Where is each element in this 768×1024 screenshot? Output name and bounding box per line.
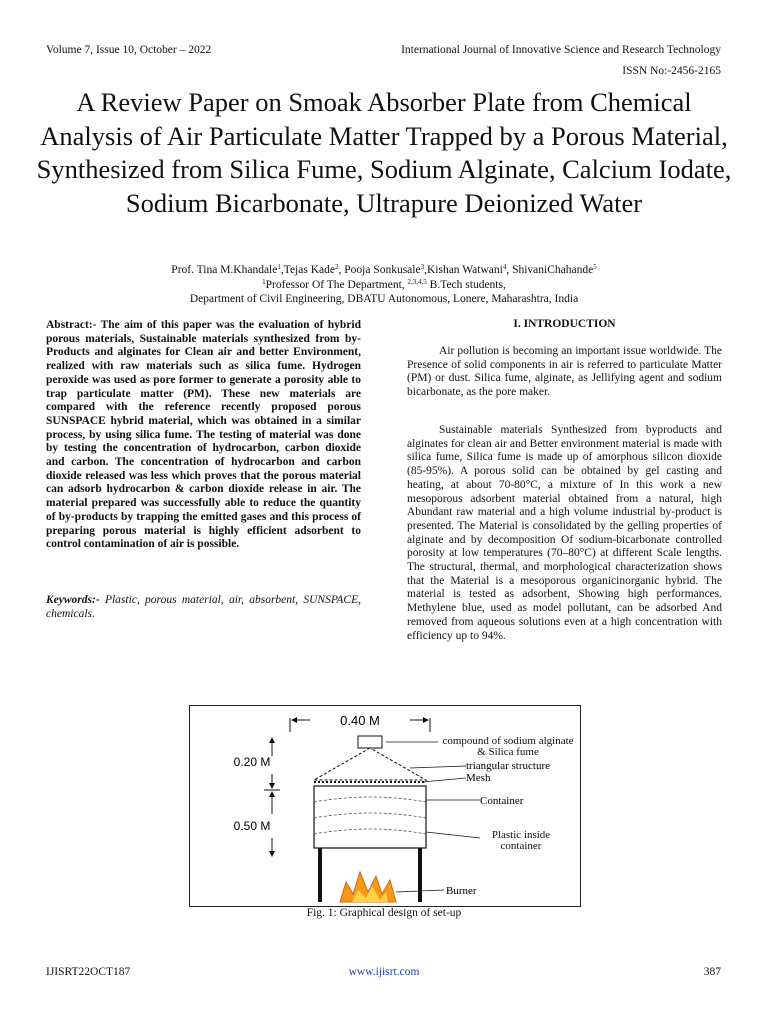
affiliation-1: Professor Of The Department,: [265, 279, 408, 291]
figure-caption: Fig. 1: Graphical design of set-up: [306, 907, 462, 919]
footer-page-number: 387: [703, 966, 721, 978]
section-heading-introduction: I. INTRODUCTION: [513, 318, 616, 330]
author-4: ,Kishan Watwani: [424, 264, 503, 276]
label-burner: Burner: [446, 885, 477, 897]
header-journal: International Journal of Innovative Science and Research Technology: [401, 44, 721, 56]
footer-code: IJISRT22OCT187: [46, 966, 131, 978]
header-volume: Volume 7, Issue 10, October – 2022: [46, 44, 212, 56]
author-5-sup: 5: [593, 263, 597, 271]
triangular-structure: [314, 748, 426, 780]
leader-mesh: [422, 778, 466, 782]
intro-paragraph-2: Sustainable materials Synthesized from byproducts and alginates for clean air and Better environment material is made with silica fume, Silica fume is made up of amorphous silicon dioxide (85-95%). A porous solid can be obtained by gel casting and heating, at about 70-80°C, a mixture of In this work a new mesoporous adsorbent material obtained from a natural, high Abundant raw material and a high volume industrial by-product is presented. The Material is consolidated by the gelling properties of alginate and by decomposition Of sodium-bicarbonate controlled porosity at low temperatures (70–80°C) at different Scale lengths. The structural, thermal, and morphological characterization shows that the Material is a mesoporous organicinorganic hybrid. The material is tested as adsorbent, Showing high performances. Methylene blue, used as model pollutant, can be adsorbed And removed from aqueous solutions even at a high concentration with efficiency up to 94%.: [407, 424, 722, 642]
affiliation-2: B.Tech students,: [426, 279, 506, 291]
footer-url[interactable]: www.ijisrt.com: [348, 966, 420, 978]
affiliation-line: [30, 278, 738, 293]
dim-bottom-label: 0.50 M: [233, 819, 271, 833]
label-compound: compound of sodium alginate & Silica fume: [442, 736, 574, 758]
intro-paragraph-1: Air pollution is becoming an important issue worldwide. The Presence of solid components in air is referred to particulate Matter (PM) or dust. Silica fume, alginate, as Jellifying agent and sodium bicarbonate, as the pore maker.: [407, 345, 722, 399]
author-1-sup: 1: [277, 263, 281, 271]
leader-plastic: [426, 832, 480, 838]
author-1: Prof. Tina M.Khandale: [171, 264, 278, 276]
label-triangular: triangular structure: [466, 760, 550, 772]
header-issn: ISSN No:-2456-2165: [622, 65, 721, 77]
author-3-sup: 3: [420, 263, 425, 271]
abstract: Abstract:- The aim of this paper was the evaluation of hybrid porous materials, Sustainable materials synthesized from by-Products and alginates for Clean air and better Environment, realized with raw materials such as silica fume. Hydrogen peroxide was used as pore former to generate a porosity able to trap particulate matter (PM). These new materials are compared with the reference recently proposed porous SUNSPACE hybrid material, which was obtained in a similar process, by using silica fume. The testing of material was done by testing the concentration of hydrocarbon, carbon dioxide and carbon. The concentration of hydrocarbon and carbon dioxide released was less which proves that the porous material can adsorb hydrocarbon & carbon dioxide release in air. The material prepared was successfully able to reduce the quantity of by-products by trapping the emitted gases and this process of preparing porous material is highly efficient adsorbent to control contamination of air is possible.: [46, 319, 361, 551]
label-plastic: Plastic inside container: [491, 830, 551, 852]
label-plastic-wrap: [476, 830, 566, 860]
keywords-label: Keywords:-: [46, 594, 100, 606]
dim-width-label: 0.40 M: [340, 713, 380, 728]
author-list: [30, 263, 738, 278]
label-mesh: Mesh: [466, 772, 491, 784]
author-2-sup: 2: [334, 263, 339, 271]
keywords-text: Plastic, porous material, air, absorbent, SUNSPACE, chemicals.: [46, 594, 361, 620]
compound-box: [358, 736, 382, 748]
author-2: ,Tejas Kade: [280, 264, 335, 276]
container-body: [314, 786, 426, 848]
department-line: Department of Civil Engineering, DBATU Autonomous, Lonere, Maharashtra, India: [189, 293, 579, 305]
author-4-sup: 4: [502, 263, 507, 271]
dim-top-label: 0.20 M: [233, 755, 271, 769]
figure-setup-diagram: [189, 705, 581, 907]
keywords: [46, 594, 361, 621]
author-5: , ShivaniChahande: [506, 264, 594, 276]
leader-triangular: [410, 766, 466, 768]
author-3: , Pooja Sonkusale: [338, 264, 421, 276]
setup-diagram-svg: [190, 706, 580, 906]
affiliation-2-sup: 2,3,4,5: [407, 278, 427, 286]
label-container: Container: [480, 795, 524, 807]
affiliation-1-sup: 1: [262, 278, 266, 286]
paper-title: A Review Paper on Smoak Absorber Plate from Chemical Analysis of Air Particulate Matter Trapped by a Porous Material, Synthesized from Silica Fume, Sodium Alginate, Calcium Iodate, Sodium Bicarbonate, Ultrapure Deionized Water: [36, 87, 732, 218]
